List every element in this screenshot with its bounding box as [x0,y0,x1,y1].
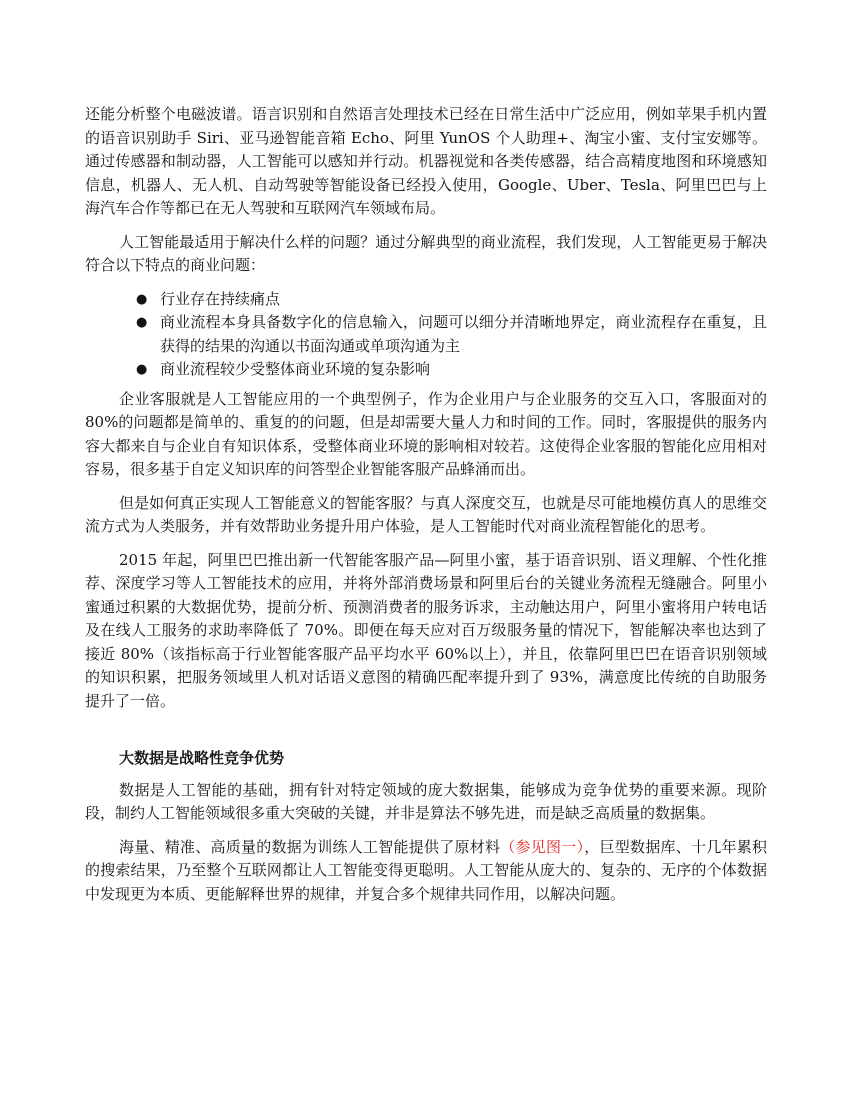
document-page [85,103,767,916]
bullet-icon: ● [136,291,148,307]
paragraph-smart-service-question: 但是如何真正实现人工智能意义的智能客服？与真人深度交互，也就是尽可能地模仿真人的思维交流方式为人类服务，并有效帮助业务提升用户体验，是人工智能时代对商业流程智能化的思考。 [85,493,767,535]
bullet-icon: ● [136,362,148,377]
list-item [85,288,767,312]
list-item [85,358,767,382]
paragraph-massive-data [85,836,767,907]
list-item [85,311,767,358]
paragraph-customer-service: 企业客服就是人工智能应用的一个典型例子，作为企业用户与企业服务的交互入口，客服面对的 80%的问题都是简单的、重复的的问题，但是却需要大量人力和时间的工作。同时，客服提供的服务内容大都来自与企业自有知识体系，受整体商业环境的影响相对较若。这使得企业客服的智能化应用相对容易，很多基于自定义知识库的问答型企业智能客服产品蜂涌而出。 [85,389,767,478]
section-heading: 大数据是战略性竞争优势 [119,749,285,767]
paragraph-ai-problems-intro: 人工智能最适用于解决什么样的问题？通过分解典型的商业流程，我们发现，人工智能更易于解决符合以下特点的商业问题： [85,232,767,274]
list-item-text: 商业流程本身具备数字化的信息输入，问题可以细分并清晰地界定，商业流程存在重复，且获得的结果的沟通以书面沟通或单项沟通为主 [160,313,767,355]
paragraph-text-after-ref: ，巨型数据库、十几年累积的搜索结果，乃至整个互联网都让人工智能变得更聪明。人工智能从庞大的、复杂的、无序的个体数据中发现更为本质、更能解释世界的规律，并复合多个规律共同作用，以解决问题。 [85,837,767,903]
figure-reference-link[interactable]: （参见图一） [500,837,585,856]
paragraph-data-foundation: 数据是人工智能的基础，拥有针对特定领域的庞大数据集，能够成为竞争优势的重要来源。现阶段，制约人工智能领域很多重大突破的关键，并非是算法不够先进，而是缺乏高质量的数据集。 [85,780,767,822]
bullet-icon: ● [136,315,148,330]
paragraph-ali-xiaomi: 2015 年起，阿里巴巴推出新一代智能客服产品—阿里小蜜，基于语音识别、语义理解、个性化推荐、深度学习等人工智能技术的应用，并将外部消费场景和阿里后台的关键业务流程无缝融合。阿里小蜜通过积累的大数据优势，提前分析、预测消费者的服务诉求，主动触达用户，阿里小蜜将用户转电话及在线人工服务的求助率降低了 70%。即便在每天应对百万级服务量的情况下，智能解决率也达到了接近 80%（该指标高于行业智能客服产品平均水平 60%以上），并且，依靠阿里巴巴在语音识别领域的知识积累，把服务领域里人机对话语义意图的精确匹配率提升到了 93%，满意度比传统的自助服务提升了一倍。 [85,550,767,710]
list-item-text: 行业存在持续痛点 [160,289,281,308]
list-item-text: 商业流程较少受整体商业环境的复杂影响 [160,360,431,378]
paragraph-speech-recognition: 还能分析整个电磁波谱。语言识别和自然语言处理技术已经在日常生活中广泛应用，例如苹果手机内置的语音识别助手 Siri、亚马逊智能音箱 Echo、阿里 YunOS 个人助理+、淘宝小蜜、支付宝安娜等。通过传感器和制动器，人工智能可以感知并行动。机器视觉和各类传感器，结合高精度地图和环境感知信息，机器人、无人机、自动驾驶等智能设备已经投入使用，Google、Uber、Tesla、阿里巴巴与上海汽车合作等都已在无人驾驶和互联网汽车领域布局。 [85,105,767,217]
bullet-list [85,288,767,382]
paragraph-text-before-ref: 海量、精准、高质量的数据为训练人工智能提供了原材料 [119,837,501,856]
